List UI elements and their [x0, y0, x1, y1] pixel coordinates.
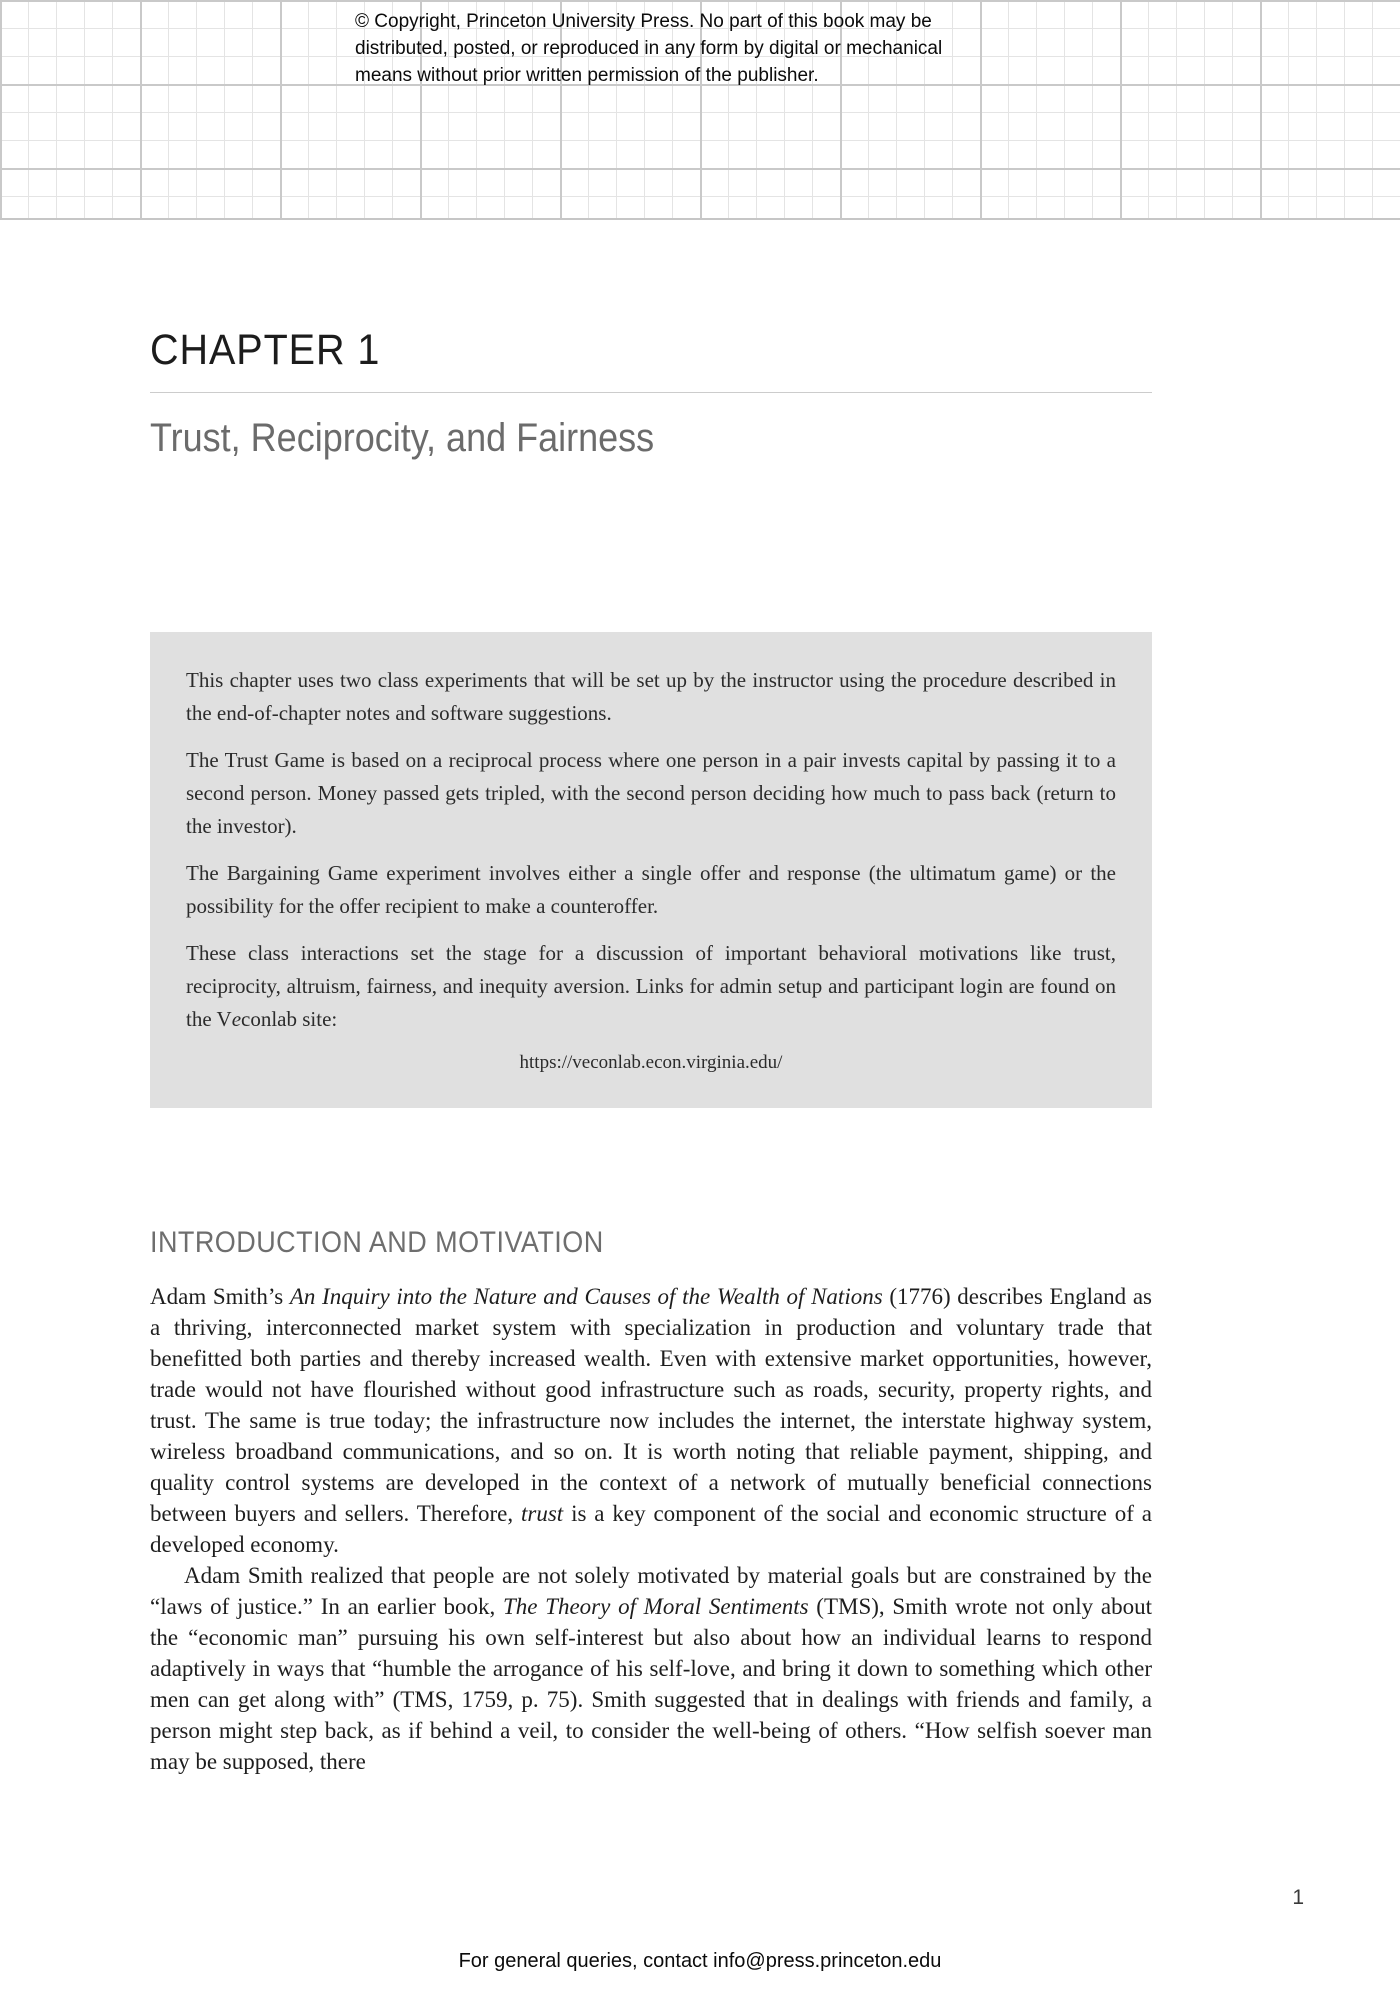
copyright-line-2: distributed, posted, or reproduced in any form by digital or mechanical — [355, 38, 943, 59]
body-paragraph-2 — [150, 1560, 1152, 1777]
abstract-paragraph-2: The Trust Game is based on a reciprocal process where one person in a pair invests capital by passing it to a second person. Money passed gets tripled, with the second person deciding how much to pass back (return to the investor). — [186, 748, 1116, 838]
body-paragraph-2-text-end: (TMS), Smith wrote not only about the “economic man” pursuing his own self-interest but also about how an individual learns to respond adaptively in ways that “humble the arrogance of his self-love, and bring it down to something which other men can get along with” (TMS, 1759, p. 75). Smith suggested that in dealings with friends and family, a person might step back, as if behind a veil, to consider the well-being of others. “How selfish soever man may be supposed, there — [150, 1594, 1152, 1774]
veconlab-url-link[interactable]: https://veconlab.econ.virginia.edu/ — [519, 1052, 783, 1073]
abstract-paragraph-4-text: These class interactions set the stage for a discussion of important behavioral motivations like trust, reciprocity, altruism, fairness, and inequity aversion. Links for admin setup and participant login are found on the V — [186, 941, 1116, 1031]
page-number: 1 — [1292, 1886, 1304, 1909]
trust-emphasis: trust — [521, 1501, 564, 1526]
copyright-line-3: means without prior written permission of the publisher. — [355, 65, 819, 86]
abstract-box — [150, 632, 1152, 1108]
body-paragraph-1 — [150, 1281, 1152, 1560]
abstract-paragraph-4 — [186, 937, 1116, 1036]
moral-sentiments-title: The Theory of Moral Sentiments — [502, 1594, 809, 1619]
body-paragraph-1-text-end: is a key component of the social and economic structure of a developed economy. — [150, 1501, 1152, 1557]
veconlab-italic-e: e — [231, 1007, 242, 1031]
wealth-of-nations-title: An Inquiry into the Nature and Causes of the Wealth of Nations — [289, 1284, 883, 1309]
body-paragraph-1-text-mid: (1776) describes England as a thriving, interconnected market system with specialization in production and voluntary trade that benefitted both parties and thereby increased wealth. Even with extensive market opportunities, however, trade would not have flourished without good infrastructure such as roads, security, property rights, and trust. The same is true today; the infrastructure now includes the internet, the interstate highway system, wireless broadband communications, and so on. It is worth noting that reliable payment, shipping, and quality control systems are developed in the context of a network of mutually beneficial connections between buyers and sellers. Therefore, — [150, 1284, 1152, 1526]
footer-contact: For general queries, contact info@press.princeton.edu — [458, 1950, 942, 1972]
body-text — [150, 1281, 1152, 1777]
copyright-line-1: © Copyright, Princeton University Press. No part of this book may be — [355, 11, 932, 32]
body-paragraph-2-text: Adam Smith realized that people are not solely motivated by material goals but are constrained by the “laws of justice.” In an earlier book, — [150, 1563, 1152, 1619]
body-paragraph-1-text: Adam Smith’s — [150, 1284, 290, 1309]
abstract-paragraph-4-text-end: conlab site: — [241, 1007, 338, 1031]
chapter-label: CHAPTER 1 — [150, 326, 381, 374]
chapter-divider — [150, 392, 1152, 393]
chapter-title: Trust, Reciprocity, and Fairness — [150, 416, 655, 460]
abstract-paragraph-1: This chapter uses two class experiments that will be set up by the instructor using the procedure described in the end-of-chapter notes and software suggestions. — [186, 668, 1116, 725]
copyright-notice — [355, 8, 1055, 89]
section-heading: INTRODUCTION AND MOTIVATION — [150, 1226, 604, 1259]
abstract-paragraph-3: The Bargaining Game experiment involves either a single offer and response (the ultimatum game) or the possibility for the offer recipient to make a counteroffer. — [186, 861, 1116, 918]
